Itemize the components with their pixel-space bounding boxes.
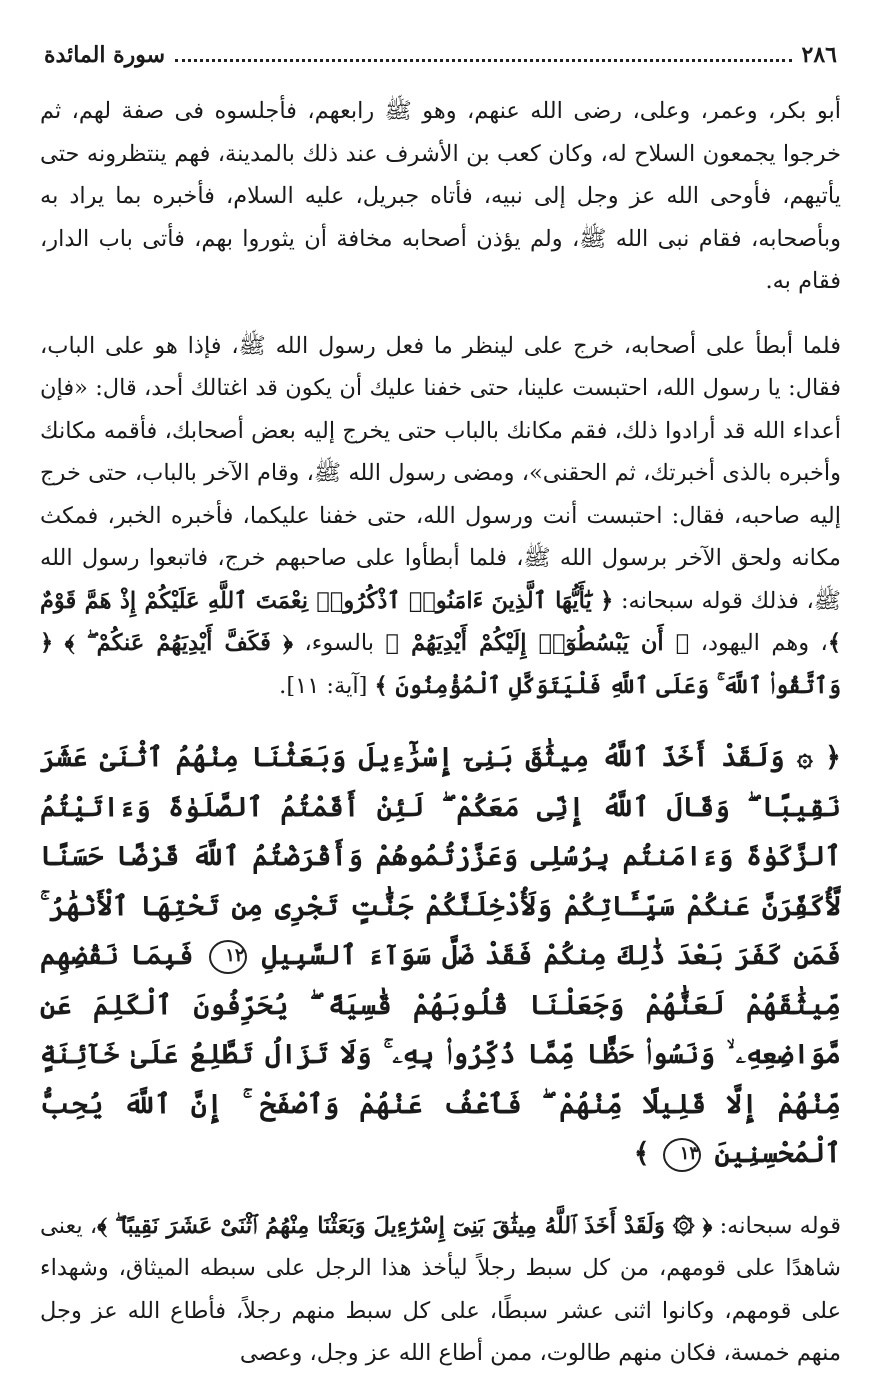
quran-closing-bracket: ﴾ xyxy=(633,1138,650,1169)
ayah-reference: [آية: ١١]. xyxy=(279,672,368,699)
paragraph-3-text-a: قوله سبحانه: xyxy=(719,1212,841,1239)
paragraph-spacer xyxy=(40,1179,841,1205)
quran-quote-4: ﴿ وَٱتَّقُوا۟ ٱللَّهَ ۚ وَعَلَى ٱللَّهِ فَلْيَتَوَكَّلِ ٱلْمُؤْمِنُونَ ﴾ xyxy=(40,630,841,699)
quran-quote-5: ﴿ ۞ وَلَقَدْ أَخَذَ ٱللَّهُ مِيثَٰقَ بَنِىٓ إِسْرَٰٓءِيلَ وَبَعَثْنَا مِنْهُمُ ٱثْنَىْ عَشَرَ نَقِيبًا ۖ ﴾ xyxy=(97,1212,713,1239)
paragraph-spacer xyxy=(40,707,841,733)
quran-verses-block xyxy=(40,733,841,1179)
ayah-number-marker-12: ١٢ xyxy=(209,940,247,974)
paragraph-3 xyxy=(40,1205,841,1375)
header-dotted-leader xyxy=(175,59,792,62)
paragraph-2-text-a: فلما أبطأ على أصحابه، خرج على لينظر ما فعل رسول الله ﷺ، فإذا هو على الباب، فقال: يا رسول الله، احتبست علينا، حتى خفنا عليك أن يكون قد اغتالك أحد، قال: «فإن أعداء الله قد أرادوا ذلك، فقم مكانك بالباب حتى يخرج إليه بعض أصحابك، فأقمه مكانك وأخبره بالذى أخبرتك، ثم الحقنى»، ومضى رسول الله ﷺ، وقام الآخر بالباب، حتى خرج إليه صاحبه، فقال: احتبست أنت ورسول الله، حتى خفنا عليكما، فأخبره الخبر، فمكث مكانه ولحق الآخر برسول الله ﷺ، فلما أبطأوا على صاحبهم خرج، فاتبعوا رسول الله ﷺ، فذلك قوله سبحانه: xyxy=(40,332,841,614)
page-header xyxy=(40,42,841,76)
page-number: ٢٨٦ xyxy=(801,42,837,68)
paragraph-1: أبو بكر، وعمر، وعلى، رضى الله عنهم، وهو ﷺ رابعهم، فأجلسوه فى صفة لهم، ثم خرجوا يجمعون السلاح له، وكان كعب بن الأشرف عند ذلك بالمدينة، فهم ينتظرونه حتى يأتيهم، فأوحى الله عز وجل إلى نبيه، فأتاه جبريل، عليه السلام، فأخبره بما يراد به وبأصحابه، فقام نبى الله ﷺ، ولم يؤذن أصحابه مخافة أن يثوروا بهم، فأتى باب الدار، فقام به. xyxy=(40,98,841,294)
paragraph-2 xyxy=(40,325,841,708)
surah-title: سورة المائدة xyxy=(44,42,166,68)
paragraph-spacer xyxy=(40,303,841,325)
quran-quote-1: ﴿ يَٰٓأَيُّهَا ٱلَّذِينَ ءَامَنُوا۟ ٱذْكُرُوا۟ نِعْمَتَ ٱللَّهِ عَلَيْكُمْ إِذْ هَمَّ قَوْمٌ ﴾ xyxy=(40,587,841,656)
ayah-number-marker-13: ١٣ xyxy=(663,1138,701,1172)
paragraph-2-text-b: ، وهم اليهود، xyxy=(700,630,828,656)
paragraph-3-text-b: ، يعنى شاهدًا على قومهم، من كل سبط رجلاً ليأخذ هذا الرجل على سبطه الميثاق، وشهداء على قومهم، وكانوا اثنى عشر سبطًا، على كل سبط منهم رجلاً، فأطاع الله عز وجل منهم خمسة، فكان منهم طالوت، ممن أطاع الله عز وجل، وعصى xyxy=(40,1212,841,1366)
quran-quote-3: ﴿ فَكَفَّ أَيْدِيَهُمْ عَنكُمْ ۖ ﴾ xyxy=(64,630,294,656)
quran-verse-13: فَبِمَا نَقْضِهِم مِّيثَٰقَهُمْ لَعَنَّٰهُمْ وَجَعَلْنَا قُلُوبَهُمْ قَٰسِيَةً ۖ يُحَرِّفُونَ ٱلْكَلِمَ عَن مَّوَاضِعِهِۦ ۙ وَنَسُوا۟ حَظًّا مِّمَّا ذُكِّرُوا۟ بِهِۦ ۚ وَلَا تَزَالُ تَطَّلِعُ عَلَىٰ خَآئِنَةٍ مِّنْهُمْ إِلَّا قَلِيلًا مِّنْهُمْ ۖ فَٱعْفُ عَنْهُمْ وَٱصْفَحْ ۚ إِنَّ ٱللَّهَ يُحِبُّ ٱلْمُحْسِنِينَ xyxy=(40,940,841,1169)
quran-quote-2: ﴿ أَن يَبْسُطُوٓا۟ إِلَيْكُمْ أَيْدِيَهُمْ ﴾ xyxy=(385,630,690,656)
quran-verse-12: ﴿ ۞ وَلَقَدْ أَخَذَ ٱللَّهُ مِيثَٰقَ بَنِىٓ إِسْرَٰٓءِيلَ وَبَعَثْنَا مِنْهُمُ ٱثْنَىْ عَشَرَ نَقِيبًا ۖ وَقَالَ ٱللَّهُ إِنِّى مَعَكُمْ ۖ لَئِنْ أَقَمْتُمُ ٱلصَّلَوٰةَ وَءَاتَيْتُمُ ٱلزَّكَوٰةَ وَءَامَنتُم بِرُسُلِى وَعَزَّرْتُمُوهُمْ وَأَقْرَضْتُمُ ٱللَّهَ قَرْضًا حَسَنًا لَّأُكَفِّرَنَّ عَنكُمْ سَيِّـَٔاتِكُمْ وَلَأُدْخِلَنَّكُمْ جَنَّٰتٍ تَجْرِى مِن تَحْتِهَا ٱلْأَنْهَٰرُ ۚ فَمَن كَفَرَ بَعْدَ ذَٰلِكَ مِنكُمْ فَقَدْ ضَلَّ سَوَآءَ ٱلسَّبِيلِ xyxy=(40,742,841,971)
paragraph-2-text-c: بالسوء، xyxy=(304,630,374,656)
